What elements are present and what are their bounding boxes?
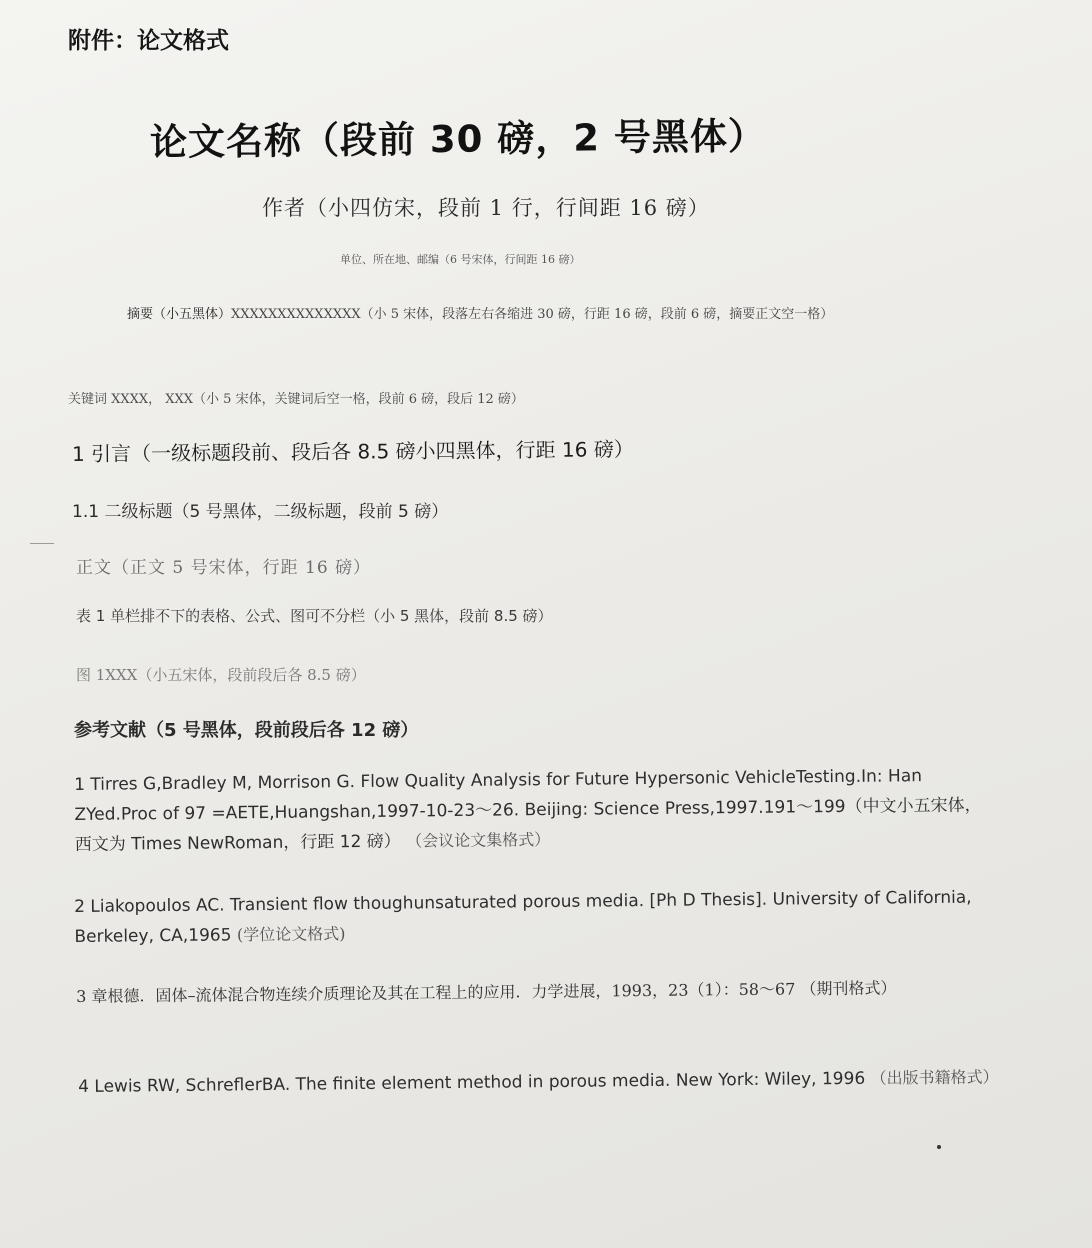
reference-text: 3 章根德．固体–流体混合物连续介质理论及其在工程上的应用．力学进展，1993，23（1）：58～67 — [76, 979, 796, 1006]
abstract-label: 摘要（小五黑体） — [127, 307, 232, 322]
reference-format-note: (学位论文格式) — [236, 924, 346, 945]
stray-dash-mark — [30, 543, 54, 544]
paper-title: 论文名称（段前 30 磅，2 号黑体） — [149, 114, 767, 164]
reference-text: 1 Tirres G,Bradley M, Morrison G. Flow Quality Analysis for Future Hypersonic VehicleTesting.In: Han ZYed.Proc of 97 =AETE,Huangshan,1997-10-23～26. Beijing: Science Press,1997.191～199（中文小五宋体，西文为 Times NewRoman，行距 12 磅） — [74, 766, 982, 855]
reference-item — [78, 1062, 1008, 1102]
figure-caption: 图 1XXX（小五宋体，段前段后各 8.5 磅） — [76, 666, 366, 684]
keywords-line: 关键词 XXXX， XXX（小 5 宋体，关键词后空一格，段前 6 磅，段后 12 磅） — [68, 392, 524, 407]
affiliation-line: 单位、所在地、邮编（6 号宋体，行间距 16 磅） — [340, 253, 581, 266]
reference-format-note: （期刊格式） — [800, 978, 897, 999]
table-caption: 表 1 单栏排不下的表格、公式、图可不分栏（小 5 黑体，段前 8.5 磅） — [76, 607, 553, 625]
reference-item — [74, 882, 995, 952]
author-line: 作者（小四仿宋，段前 1 行，行间距 16 磅） — [262, 196, 710, 220]
body-text-line: 正文（正文 5 号宋体，行距 16 磅） — [76, 558, 372, 578]
abstract-text: XXXXXXXXXXXXXX（小 5 宋体，段落左右各缩进 30 磅，行距 16 磅，段前 6 磅，摘要正文空一格） — [231, 307, 834, 322]
reference-item — [74, 760, 995, 860]
references-heading: 参考文献（5 号黑体，段前段后各 12 磅） — [74, 720, 419, 741]
reference-text: 4 Lewis RW, SchreflerBA. The finite element method in porous media. New York: Wiley, 1996 — [78, 1068, 866, 1097]
heading-level-2: 1.1 二级标题（5 号黑体，二级标题，段前 5 磅） — [72, 502, 449, 522]
stray-dot-mark — [937, 1145, 941, 1149]
reference-format-note: （出版书籍格式） — [870, 1067, 999, 1088]
attachment-label: 附件：论文格式 — [68, 28, 229, 54]
abstract-block — [127, 300, 897, 330]
reference-format-note: （会议论文集格式） — [406, 830, 551, 851]
heading-level-1: 1 引言（一级标题段前、段后各 8.5 磅小四黑体，行距 16 磅） — [71, 437, 634, 466]
reference-text: 2 Liakopoulos AC. Transient flow thoughunsaturated porous media. [Ph D Thesis]. University of California, Berkeley, CA,1965 — [74, 887, 972, 947]
reference-item — [76, 972, 1006, 1012]
